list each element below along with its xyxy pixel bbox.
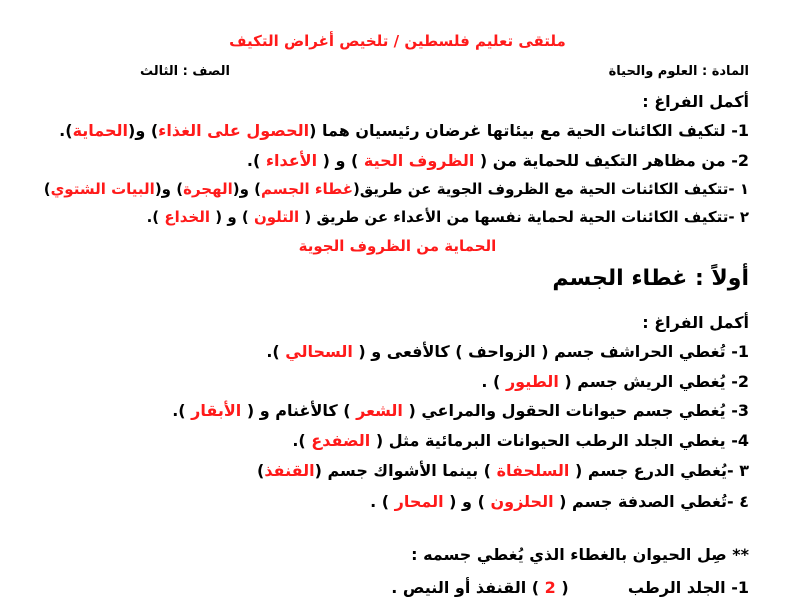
subject-label: المادة : العلوم والحياة (608, 64, 749, 79)
answer: الطيور (500, 372, 565, 391)
answer: التلون (248, 208, 305, 226)
answer: الأعداء (260, 151, 323, 170)
fill-item: 2- يُغطي الريش جسم ( الطيور ) . (481, 372, 749, 391)
section-subtitle: الحماية من الظروف الجوية (298, 237, 497, 255)
answer: الحلزون (484, 492, 560, 511)
answer: الأبقار (185, 401, 247, 420)
answer: 2 (544, 578, 556, 597)
fill-item: 1- تُغطي الحراشف جسم ( الزواحف ) كالأفعى و ( السحالي ). (266, 342, 749, 361)
section2-heading: أولاً : غطاء الجسم (552, 266, 749, 291)
answer: الشعر (350, 401, 409, 420)
answer: الحماية (72, 121, 129, 140)
fill-item: 4- يغطي الجلد الرطب الحيوانات البرمائية مثل ( الضفدع ). (292, 431, 749, 450)
answer: السلحفاة (491, 461, 575, 480)
fill-item: 2- من مظاهر التكيف للحماية من ( الظروف الحية ) و ( الأعداء ). (246, 151, 749, 170)
matching-instruction: ** صِل الحيوان بالغطاء الذي يُغطي جسمه : (411, 545, 749, 564)
answer: الهجرة (183, 180, 233, 198)
fill-item: ١ -تتكيف الكائنات الحية مع الظروف الجوية عن طريق(غطاء الجسم) و(الهجرة) و(البيات الشتوي) (43, 180, 749, 198)
answer: المحار (389, 492, 450, 511)
page-title: ملتقى تعليم فلسطين / تلخيص أغراض التكيف (229, 32, 566, 50)
answer: غطاء الجسم (261, 180, 354, 198)
section1-instruction: أكمل الفراغ : (642, 92, 749, 111)
fill-item: 3- يُغطي جسم حيوانات الحقول والمراعي ( الشعر ) كالأغنام و ( الأبقار ). (172, 401, 749, 420)
matching-left: 1- الجلد الرطب (627, 578, 749, 597)
answer: الحصول على الغذاء (158, 121, 310, 140)
answer: الظروف الحية (358, 151, 480, 170)
grade-label: الصف : الثالث (139, 64, 230, 79)
answer: القنفذ (264, 461, 315, 480)
section2-instruction: أكمل الفراغ : (642, 313, 749, 332)
fill-item: ٣ -يُغطي الدرع جسم ( السلحفاة ) بينما الأشواك جسم (القنفذ) (257, 461, 749, 480)
fill-item: 1- لتكيف الكائنات الحية مع بيئاتها غرضان رئيسيان هما (الحصول على الغذاء) و(الحماية). (59, 121, 749, 140)
answer: البيات الشتوي (50, 180, 155, 198)
answer: الضفدع (305, 431, 376, 450)
fill-item: ٤ -تُغطي الصدفة جسم ( الحلزون ) و ( المحار ) . (370, 492, 749, 511)
answer: السحالي (279, 342, 359, 361)
fill-item: ٢ -تتكيف الكائنات الحية لحماية نفسها من الأعداء عن طريق ( التلون ) و ( الخداع ). (146, 208, 749, 226)
matching-item: 1- الجلد الرطب ( 2 ) القنفذ أو النيص . (391, 578, 749, 597)
answer: الخداع (159, 208, 216, 226)
